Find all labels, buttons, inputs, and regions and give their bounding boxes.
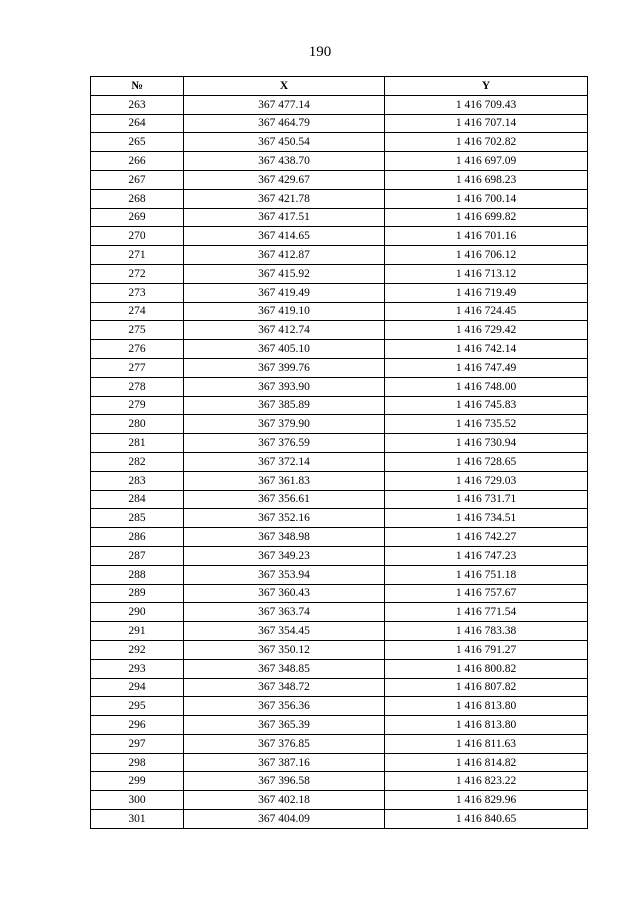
- cell-x: 367 348.85: [184, 659, 385, 678]
- cell-y: 1 416 840.65: [385, 810, 588, 829]
- table-row: [91, 528, 588, 547]
- cell-x: 367 348.72: [184, 678, 385, 697]
- cell-number: 285: [91, 509, 184, 528]
- cell-x: 367 412.87: [184, 246, 385, 265]
- cell-x: 367 365.39: [184, 716, 385, 735]
- cell-x: 367 417.51: [184, 208, 385, 227]
- cell-y: 1 416 698.23: [385, 170, 588, 189]
- cell-y: 1 416 699.82: [385, 208, 588, 227]
- cell-x: 367 438.70: [184, 152, 385, 171]
- cell-y: 1 416 697.09: [385, 152, 588, 171]
- page-number: 190: [308, 44, 332, 60]
- table-row: [91, 471, 588, 490]
- cell-y: 1 416 813.80: [385, 716, 588, 735]
- cell-number: 265: [91, 133, 184, 152]
- table-row: [91, 396, 588, 415]
- table-row: [91, 95, 588, 114]
- table-row: [91, 716, 588, 735]
- cell-y: 1 416 735.52: [385, 415, 588, 434]
- cell-number: 296: [91, 716, 184, 735]
- cell-number: 277: [91, 358, 184, 377]
- cell-x: 367 376.59: [184, 434, 385, 453]
- table-row: [91, 753, 588, 772]
- table-row: [91, 114, 588, 133]
- cell-x: 367 348.98: [184, 528, 385, 547]
- table-row: [91, 208, 588, 227]
- cell-number: 268: [91, 189, 184, 208]
- table-row: [91, 603, 588, 622]
- cell-x: 367 354.45: [184, 622, 385, 641]
- cell-x: 367 353.94: [184, 565, 385, 584]
- table-row: [91, 697, 588, 716]
- cell-y: 1 416 700.14: [385, 189, 588, 208]
- table-row: [91, 415, 588, 434]
- cell-x: 367 429.67: [184, 170, 385, 189]
- cell-y: 1 416 731.71: [385, 490, 588, 509]
- cell-number: 273: [91, 283, 184, 302]
- cell-x: 367 379.90: [184, 415, 385, 434]
- cell-x: 367 387.16: [184, 753, 385, 772]
- cell-number: 278: [91, 377, 184, 396]
- cell-x: 367 405.10: [184, 340, 385, 359]
- cell-x: 367 352.16: [184, 509, 385, 528]
- table-row: [91, 302, 588, 321]
- cell-x: 367 404.09: [184, 810, 385, 829]
- cell-y: 1 416 813.80: [385, 697, 588, 716]
- cell-number: 291: [91, 622, 184, 641]
- table-row: [91, 659, 588, 678]
- cell-number: 275: [91, 321, 184, 340]
- table-row: [91, 358, 588, 377]
- table-row: [91, 810, 588, 829]
- cell-x: 367 396.58: [184, 772, 385, 791]
- cell-number: 297: [91, 734, 184, 753]
- cell-y: 1 416 724.45: [385, 302, 588, 321]
- cell-number: 264: [91, 114, 184, 133]
- cell-x: 367 372.14: [184, 452, 385, 471]
- cell-number: 269: [91, 208, 184, 227]
- table-row: [91, 321, 588, 340]
- table-header: [91, 77, 588, 96]
- cell-x: 367 363.74: [184, 603, 385, 622]
- cell-number: 274: [91, 302, 184, 321]
- table-row: [91, 133, 588, 152]
- cell-y: 1 416 791.27: [385, 640, 588, 659]
- cell-number: 280: [91, 415, 184, 434]
- cell-x: 367 415.92: [184, 264, 385, 283]
- cell-number: 292: [91, 640, 184, 659]
- table-row: [91, 509, 588, 528]
- cell-number: 267: [91, 170, 184, 189]
- cell-y: 1 416 771.54: [385, 603, 588, 622]
- table-row: [91, 434, 588, 453]
- cell-x: 367 349.23: [184, 546, 385, 565]
- cell-x: 367 450.54: [184, 133, 385, 152]
- cell-number: 272: [91, 264, 184, 283]
- cell-y: 1 416 706.12: [385, 246, 588, 265]
- table-row: [91, 246, 588, 265]
- header-x: X: [184, 77, 385, 96]
- cell-y: 1 416 757.67: [385, 584, 588, 603]
- cell-number: 271: [91, 246, 184, 265]
- cell-x: 367 414.65: [184, 227, 385, 246]
- table-row: [91, 490, 588, 509]
- table-row: [91, 640, 588, 659]
- cell-y: 1 416 713.12: [385, 264, 588, 283]
- cell-number: 281: [91, 434, 184, 453]
- table-row: [91, 264, 588, 283]
- cell-y: 1 416 747.49: [385, 358, 588, 377]
- cell-x: 367 393.90: [184, 377, 385, 396]
- table-row: [91, 584, 588, 603]
- cell-number: 294: [91, 678, 184, 697]
- cell-number: 299: [91, 772, 184, 791]
- table-row: [91, 227, 588, 246]
- cell-number: 287: [91, 546, 184, 565]
- cell-x: 367 399.76: [184, 358, 385, 377]
- cell-x: 367 385.89: [184, 396, 385, 415]
- table-row: [91, 565, 588, 584]
- cell-y: 1 416 709.43: [385, 95, 588, 114]
- cell-y: 1 416 800.82: [385, 659, 588, 678]
- table-body: [91, 95, 588, 828]
- cell-number: 286: [91, 528, 184, 547]
- cell-number: 289: [91, 584, 184, 603]
- cell-y: 1 416 807.82: [385, 678, 588, 697]
- cell-y: 1 416 829.96: [385, 791, 588, 810]
- cell-number: 282: [91, 452, 184, 471]
- table-row: [91, 622, 588, 641]
- cell-y: 1 416 734.51: [385, 509, 588, 528]
- table-row: [91, 678, 588, 697]
- cell-number: 283: [91, 471, 184, 490]
- cell-y: 1 416 751.18: [385, 565, 588, 584]
- cell-number: 288: [91, 565, 184, 584]
- cell-y: 1 416 747.23: [385, 546, 588, 565]
- cell-x: 367 361.83: [184, 471, 385, 490]
- cell-y: 1 416 701.16: [385, 227, 588, 246]
- cell-y: 1 416 814.82: [385, 753, 588, 772]
- cell-x: 367 376.85: [184, 734, 385, 753]
- cell-x: 367 356.61: [184, 490, 385, 509]
- header-y: Y: [385, 77, 588, 96]
- cell-number: 266: [91, 152, 184, 171]
- cell-x: 367 419.10: [184, 302, 385, 321]
- cell-y: 1 416 730.94: [385, 434, 588, 453]
- cell-y: 1 416 728.65: [385, 452, 588, 471]
- table-row: [91, 283, 588, 302]
- cell-number: 293: [91, 659, 184, 678]
- cell-x: 367 464.79: [184, 114, 385, 133]
- cell-x: 367 356.36: [184, 697, 385, 716]
- cell-y: 1 416 742.27: [385, 528, 588, 547]
- cell-number: 284: [91, 490, 184, 509]
- cell-x: 367 360.43: [184, 584, 385, 603]
- cell-number: 263: [91, 95, 184, 114]
- cell-y: 1 416 783.38: [385, 622, 588, 641]
- cell-number: 300: [91, 791, 184, 810]
- table-row: [91, 546, 588, 565]
- table-row: [91, 152, 588, 171]
- cell-x: 367 421.78: [184, 189, 385, 208]
- cell-number: 276: [91, 340, 184, 359]
- cell-y: 1 416 745.83: [385, 396, 588, 415]
- cell-y: 1 416 719.49: [385, 283, 588, 302]
- cell-y: 1 416 729.42: [385, 321, 588, 340]
- cell-y: 1 416 811.63: [385, 734, 588, 753]
- table-row: [91, 772, 588, 791]
- cell-x: 367 350.12: [184, 640, 385, 659]
- table-row: [91, 170, 588, 189]
- cell-number: 295: [91, 697, 184, 716]
- cell-number: 301: [91, 810, 184, 829]
- cell-number: 279: [91, 396, 184, 415]
- header-row: [91, 77, 588, 96]
- cell-y: 1 416 707.14: [385, 114, 588, 133]
- header-number: №: [91, 77, 184, 96]
- table-row: [91, 791, 588, 810]
- cell-y: 1 416 742.14: [385, 340, 588, 359]
- cell-number: 270: [91, 227, 184, 246]
- table-row: [91, 452, 588, 471]
- cell-number: 298: [91, 753, 184, 772]
- cell-x: 367 412.74: [184, 321, 385, 340]
- cell-x: 367 402.18: [184, 791, 385, 810]
- cell-y: 1 416 823.22: [385, 772, 588, 791]
- cell-y: 1 416 748.00: [385, 377, 588, 396]
- cell-y: 1 416 702.82: [385, 133, 588, 152]
- cell-y: 1 416 729.03: [385, 471, 588, 490]
- cell-x: 367 477.14: [184, 95, 385, 114]
- cell-number: 290: [91, 603, 184, 622]
- table-row: [91, 377, 588, 396]
- cell-x: 367 419.49: [184, 283, 385, 302]
- table-row: [91, 734, 588, 753]
- table-row: [91, 340, 588, 359]
- coordinates-table: [90, 76, 588, 829]
- table-row: [91, 189, 588, 208]
